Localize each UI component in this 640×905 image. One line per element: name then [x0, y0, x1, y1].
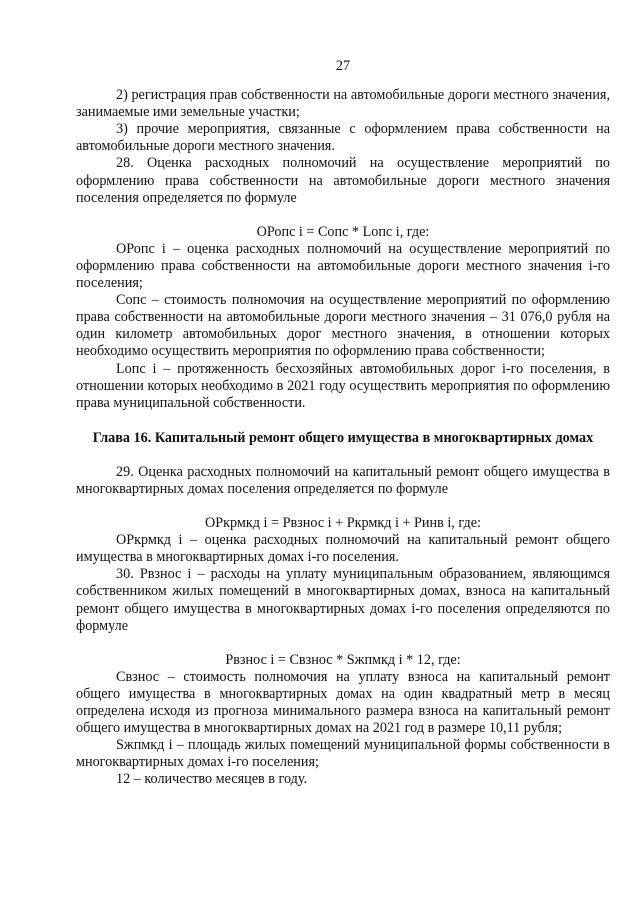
document-page — [76, 58, 610, 788]
formula-oropc: ОРопс i = Сопс * Lопс i, где: — [256, 223, 430, 240]
paragraph-28: 28. Оценка расходных полномочий на осуществление мероприятий по оформлению права собственности на автомобильные дороги местного значения поселения определяется по формуле — [76, 155, 610, 206]
formula-rvznos: Рвзнос i = Свзнос * Sжпмкд i * 12, где: — [225, 651, 461, 668]
definition-months: 12 – количество месяцев в году. — [116, 771, 308, 788]
definition-lopc: Lопс i – протяженность бесхозяйных автомобильных дорог i-го поселения, в отношении которых необходимо в 2021 году осуществить мероприятия по оформлению права муниципальной собственности. — [76, 360, 610, 411]
formula-orkrmkd: ОРкрмкд i = Рвзнос i + Ркрмкд i + Ринв i, где: — [205, 515, 481, 532]
list-item-3: 3) прочие мероприятия, связанные с оформлением права собственности на автомобильные дороги местного значения. — [76, 121, 610, 155]
chapter-heading: Глава 16. Капитальный ремонт общего имущества в многоквартирных домах — [92, 429, 594, 446]
page-number: 27 — [335, 58, 351, 74]
list-item-2: 2) регистрация прав собственности на автомобильные дороги местного значения, занимаемые ими земельные участки; — [76, 87, 610, 121]
paragraph-29: 29. Оценка расходных полномочий на капитальный ремонт общего имущества в многоквартирных домах поселения определяется по формуле — [76, 463, 610, 497]
definition-sopc: Сопс – стоимость полномочия на осуществление мероприятий по оформлению права собственности на автомобильные дороги местного значения – 31 076,0 рубля на один километр автомобильных дорог местного значения, в отношении которых необходимо осуществить мероприятия по оформлению права собственности; — [76, 292, 610, 360]
definition-svznos: Свзнос – стоимость полномочия на уплату взноса на капитальный ремонт общего имущества в многоквартирных домах на один квадратный метр в месяц определена исходя из прогноза минимального размера взноса на капитальный ремонт общего имущества в многоквартирных домах на 2021 год в размере 10,11 рубля; — [76, 668, 610, 737]
paragraph-30: 30. Рвзнос i – расходы на уплату муниципальным образованием, являющимся собственником жилых помещений в многоквартирных домах, взноса на капитальный ремонт общего имущества в многоквартирных домах i-го поселения определяются по формуле — [76, 566, 610, 634]
definition-oropc: ОРопс i – оценка расходных полномочий на осуществление мероприятий по оформлению права собственности на автомобильные дороги местного значения i-го поселения; — [76, 240, 610, 292]
definition-szhpmkd: Sжпмкд i – площадь жилых помещений муниципальной формы собственности в многоквартирных домах i-го поселения; — [76, 737, 610, 771]
definition-orkrmkd: ОРкрмкд i – оценка расходных полномочий на капитальный ремонт общего имущества в многоквартирных домах i-го поселения. — [76, 532, 610, 566]
